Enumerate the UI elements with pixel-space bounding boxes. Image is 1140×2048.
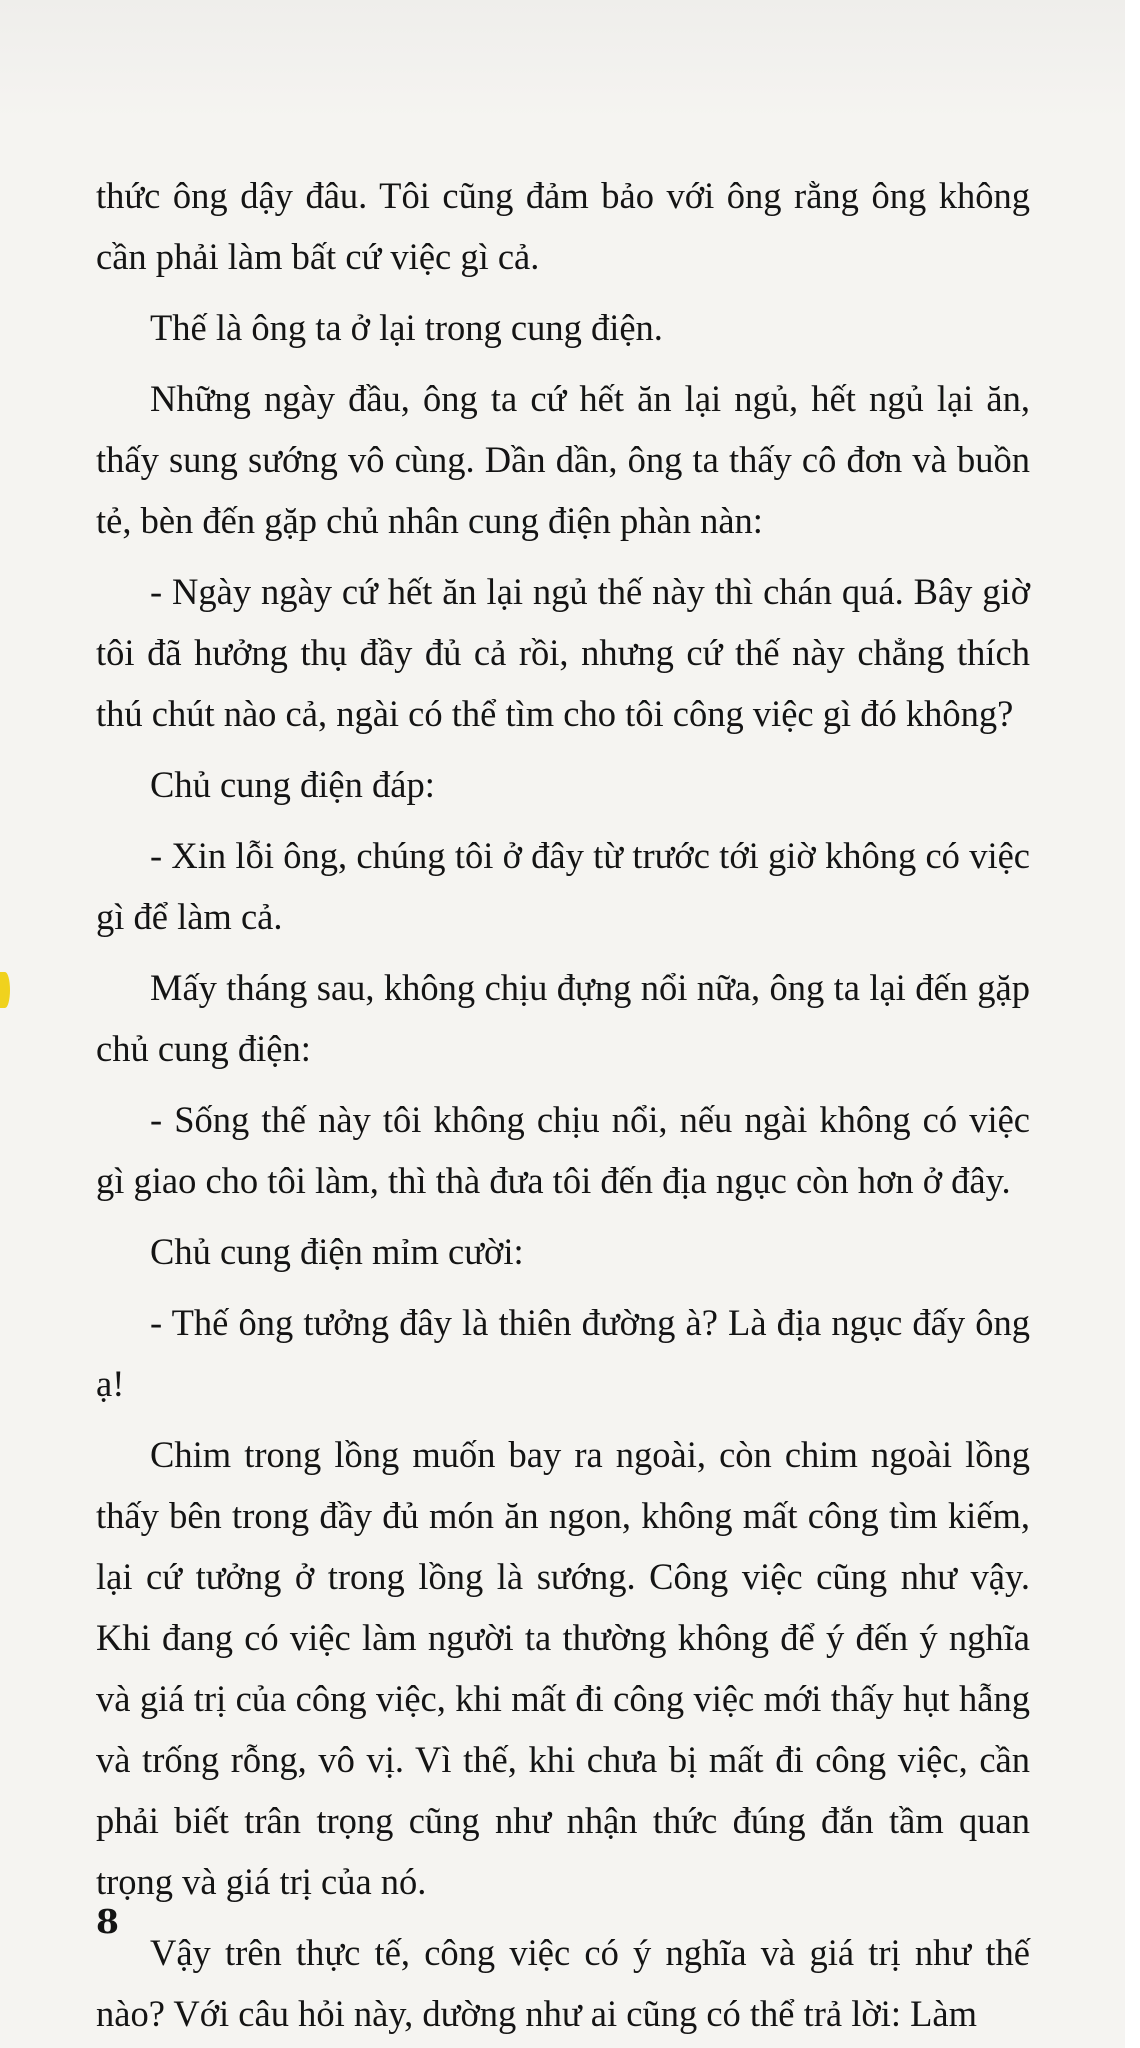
body-text bbox=[96, 165, 1030, 2048]
page-edge bbox=[1125, 0, 1140, 2048]
page-tab-marker bbox=[0, 972, 10, 1008]
paragraph: Vậy trên thực tế, công việc có ý nghĩa và giá trị như thế nào? Với câu hỏi này, dường như ai cũng có thể trả lời: Làm bbox=[96, 1932, 1030, 2034]
dialogue-line: - Ngày ngày cứ hết ăn lại ngủ thế này thì chán quá. Bây giờ tôi đã hưởng thụ đầy đủ cả rồi, nhưng cứ thế này chẳng thích thú chút nào cả, ngài có thể tìm cho tôi công việc gì đó không? bbox=[96, 571, 1030, 734]
paragraph: Chim trong lồng muốn bay ra ngoài, còn chim ngoài lồng thấy bên trong đầy đủ món ăn ngon, không mất công tìm kiếm, lại cứ tưởng ở trong lồng là sướng. Công việc cũng như vậy. Khi đang có việc làm người ta thường không để ý đến ý nghĩa và giá trị của công việc, khi mất đi công việc mới thấy hụt hẫng và trống rỗng, vô vị. Vì thế, khi chưa bị mất đi công việc, cần phải biết trân trọng cũng như nhận thức đúng đắn tầm quan trọng và giá trị của nó. bbox=[96, 1434, 1030, 1902]
page-number: 8 bbox=[96, 1902, 119, 1941]
dialogue-line: - Sống thế này tôi không chịu nổi, nếu ngài không có việc gì giao cho tôi làm, thì thà đưa tôi đến địa ngục còn hơn ở đây. bbox=[96, 1099, 1030, 1201]
paragraph: Chủ cung điện đáp: bbox=[150, 764, 435, 805]
paragraph-continuation: thức ông dậy đâu. Tôi cũng đảm bảo với ông rằng ông không cần phải làm bất cứ việc gì cả. bbox=[96, 175, 1030, 277]
page-top-shading bbox=[0, 0, 1125, 120]
paragraph: Những ngày đầu, ông ta cứ hết ăn lại ngủ, hết ngủ lại ăn, thấy sung sướng vô cùng. Dần dần, ông ta thấy cô đơn và buồn tẻ, bèn đến gặp chủ nhân cung điện phàn nàn: bbox=[96, 378, 1030, 541]
paragraph: Chủ cung điện mỉm cười: bbox=[150, 1231, 524, 1272]
dialogue-line: - Thế ông tưởng đây là thiên đường à? Là địa ngục đấy ông ạ! bbox=[96, 1302, 1030, 1404]
dialogue-line: - Xin lỗi ông, chúng tôi ở đây từ trước tới giờ không có việc gì để làm cả. bbox=[96, 835, 1030, 937]
paragraph: Mấy tháng sau, không chịu đựng nổi nữa, ông ta lại đến gặp chủ cung điện: bbox=[96, 967, 1030, 1069]
paragraph: Thế là ông ta ở lại trong cung điện. bbox=[150, 307, 663, 348]
